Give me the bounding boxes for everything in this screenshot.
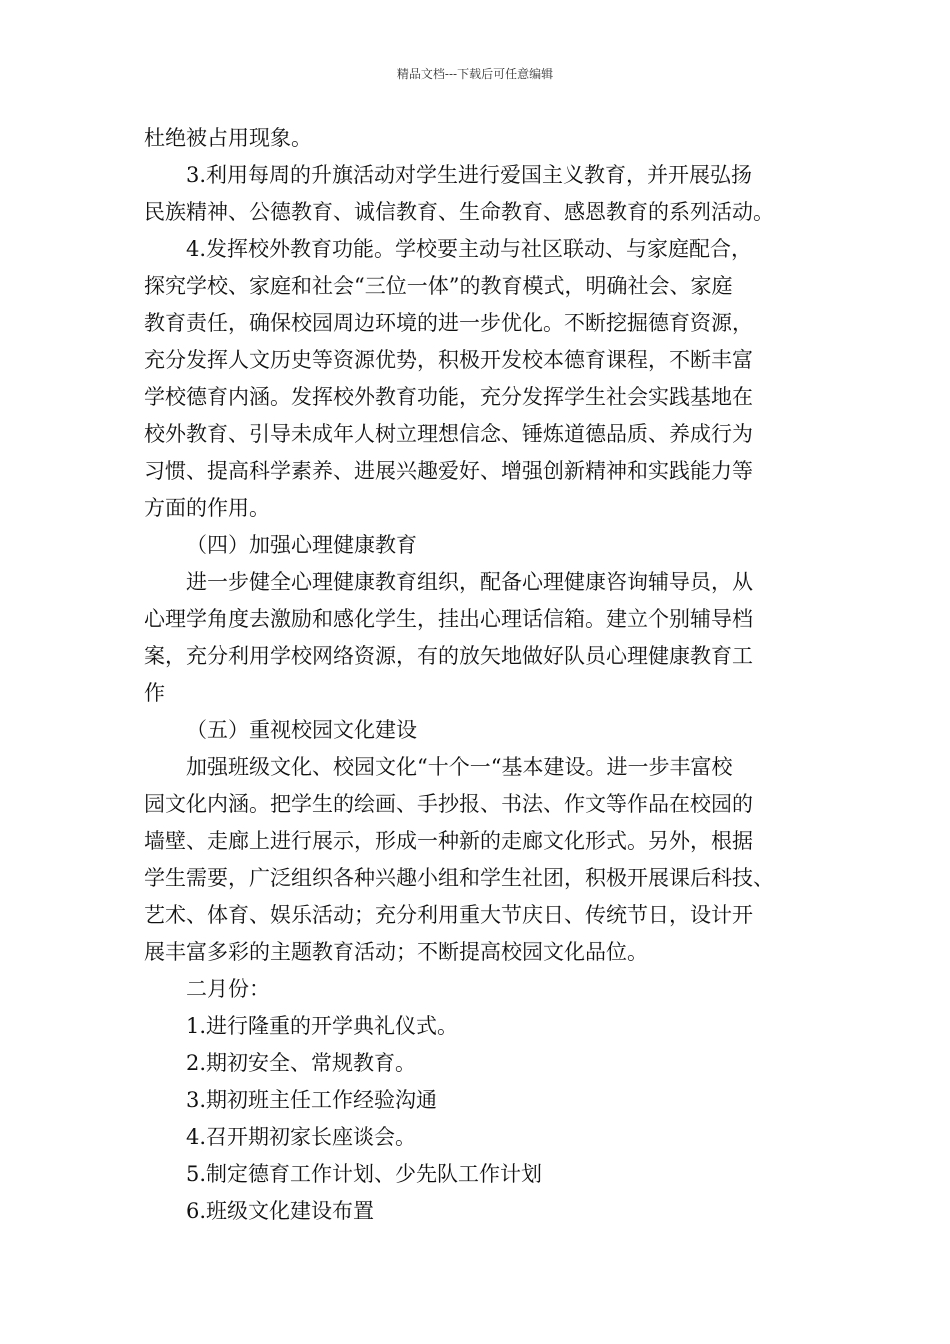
text-line: 3.利用每周的升旗活动对学生进行爱国主义教育，并开展弘扬 xyxy=(186,163,753,187)
text-line: 3.期初班主任工作经验沟通 xyxy=(186,1088,438,1112)
text-line: 1.进行隆重的开学典礼仪式。 xyxy=(186,1014,459,1038)
text-line: 探究学校、家庭和社会“三位一体”的教育模式，明确社会、家庭 xyxy=(144,274,733,298)
text-line: 案，充分利用学校网络资源，有的放矢地做好队员心理健康教育工 xyxy=(144,644,753,668)
text-line: 进一步健全心理健康教育组织，配备心理健康咨询辅导员，从 xyxy=(186,570,753,594)
text-line: 加强班级文化、校园文化“十个一“基本建设。进一步丰富校 xyxy=(186,755,733,779)
text-line: 习惯、提高科学素养、进展兴趣爱好、增强创新精神和实践能力等 xyxy=(144,459,753,483)
text-line: （四）加强心理健康教育 xyxy=(186,533,417,557)
text-line: 2.期初安全、常规教育。 xyxy=(186,1051,417,1075)
text-line: 方面的作用。 xyxy=(144,496,270,520)
text-line: 园文化内涵。把学生的绘画、手抄报、书法、作文等作品在校园的 xyxy=(144,792,753,816)
text-line: 4.召开期初家长座谈会。 xyxy=(186,1125,417,1149)
text-line: 充分发挥人文历史等资源优势，积极开发校本德育课程，不断丰富 xyxy=(144,348,753,372)
text-line: 杜绝被占用现象。 xyxy=(144,126,312,150)
text-line: 6.班级文化建设布置 xyxy=(186,1199,375,1223)
text-line: 5.制定德育工作计划、少先队工作计划 xyxy=(186,1162,543,1186)
page-header: 精品文档---下载后可任意编辑 xyxy=(396,67,554,81)
document-body xyxy=(144,120,820,1230)
text-line: 学校德育内涵。发挥校外教育功能，充分发挥学生社会实践基地在 xyxy=(144,385,753,409)
text-line: 作 xyxy=(144,681,165,705)
text-line: 二月份： xyxy=(186,977,270,1001)
text-line: 教育责任，确保校园周边环境的进一步优化。不断挖掘德育资源， xyxy=(144,311,753,335)
text-line: 校外教育、引导未成年人树立理想信念、锤炼道德品质、养成行为 xyxy=(144,422,753,446)
text-line: 民族精神、公德教育、诚信教育、生命教育、感恩教育的系列活动。 xyxy=(144,200,774,224)
text-line: 艺术、体育、娱乐活动；充分利用重大节庆日、传统节日，设计开 xyxy=(144,903,753,927)
text-line: （五）重视校园文化建设 xyxy=(186,718,417,742)
text-line: 心理学角度去激励和感化学生，挂出心理话信箱。建立个别辅导档 xyxy=(144,607,753,631)
text-line: 学生需要，广泛组织各种兴趣小组和学生社团，积极开展课后科技、 xyxy=(144,866,774,890)
text-line: 展丰富多彩的主题教育活动；不断提高校园文化品位。 xyxy=(144,940,648,964)
text-line: 4.发挥校外教育功能。学校要主动与社区联动、与家庭配合， xyxy=(186,237,753,261)
text-line: 墙壁、走廊上进行展示，形成一种新的走廊文化形式。另外，根据 xyxy=(144,829,753,853)
